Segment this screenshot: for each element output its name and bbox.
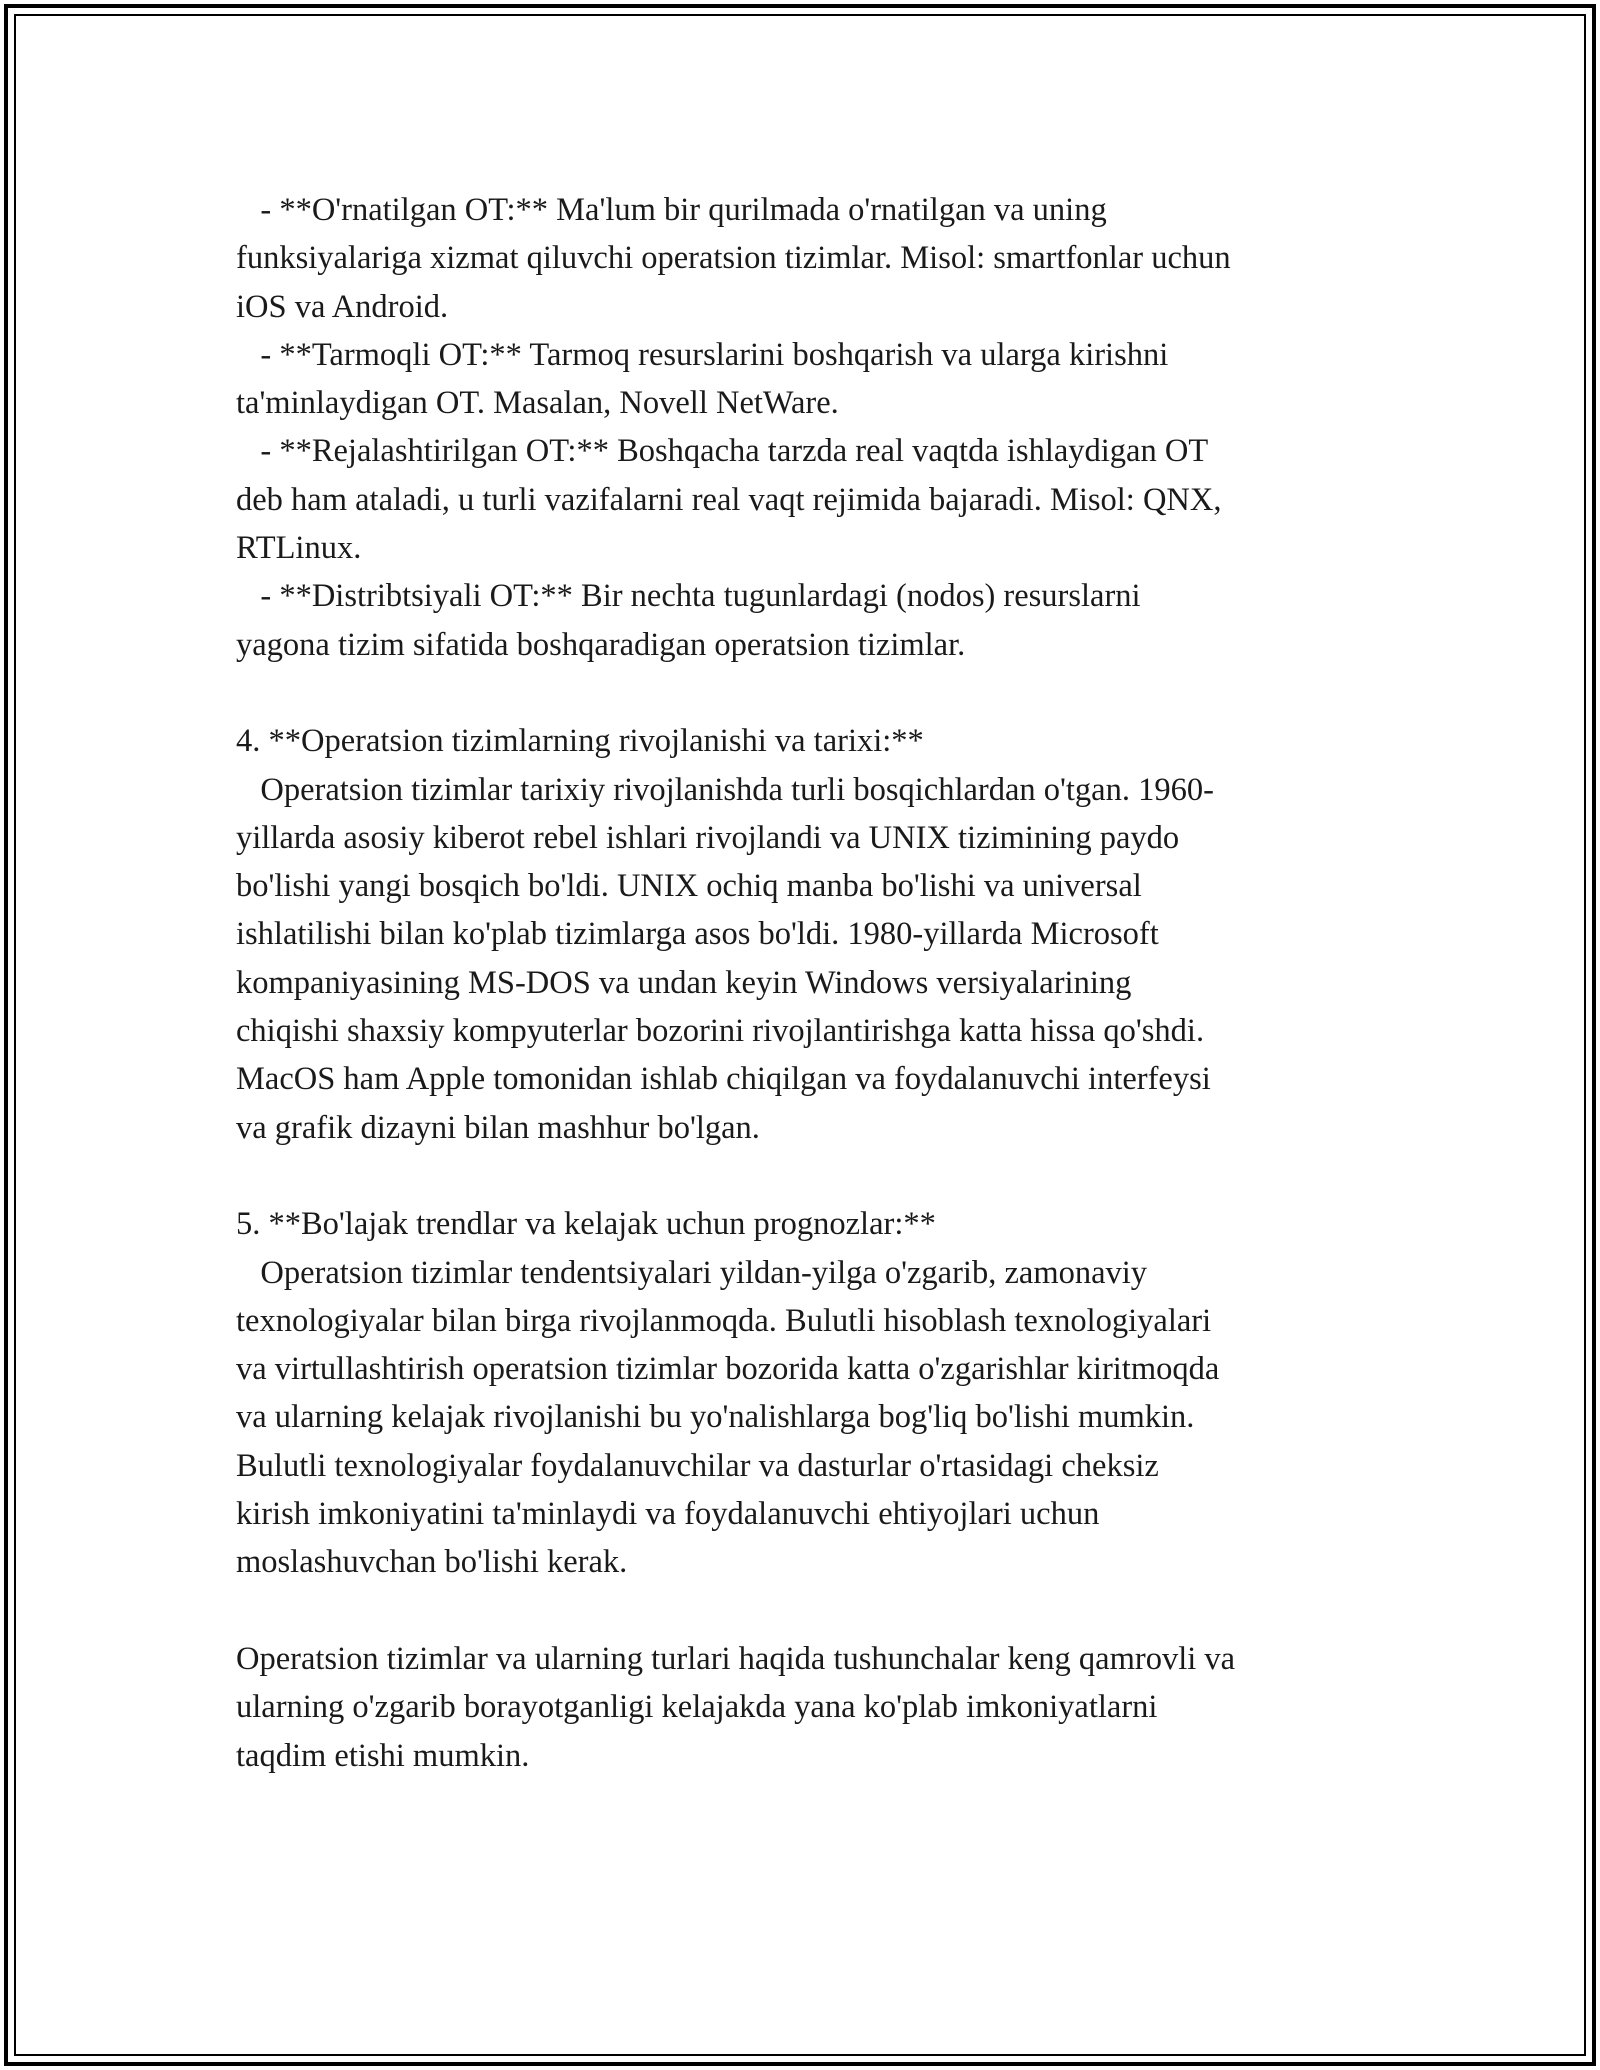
text-line: RTLinux.	[236, 530, 362, 567]
os-types-list	[236, 186, 1376, 669]
text-line: kompaniyasining MS-DOS va undan keyin Windows versiyalarining	[236, 964, 1132, 1001]
text-line: Operatsion tizimlar tendentsiyalari yildan-yilga o'zgarib, zamonaviy	[236, 1254, 1148, 1291]
text-line: MacOS ham Apple tomonidan ishlab chiqilgan va foydalanuvchi interfeysi	[236, 1061, 1211, 1098]
text-line: bo'lishi yangi bosqich bo'ldi. UNIX ochiq manba bo'lishi va universal	[236, 868, 1142, 905]
text-line: ishlatilishi bilan ko'plab tizimlarga asos bo'ldi. 1980-yillarda Microsoft	[236, 916, 1159, 953]
text-line: funksiyalariga xizmat qiluvchi operatsion tizimlar. Misol: smartfonlar uchun	[236, 240, 1231, 277]
text-line: kirish imkoniyatini ta'minlaydi va foydalanuvchi ehtiyojlari uchun	[236, 1496, 1100, 1533]
paragraph-gap	[236, 669, 1376, 717]
section-5-trends	[236, 1200, 1376, 1586]
conclusion-paragraph	[236, 1635, 1376, 1780]
text-line: - **Distribtsiyali OT:** Bir nechta tugunlardagi (nodos) resurslarni	[236, 578, 1141, 615]
section-heading: 4. **Operatsion tizimlarning rivojlanishi va tarixi:**	[236, 723, 924, 760]
text-line: yagona tizim sifatida boshqaradigan operatsion tizimlar.	[236, 626, 966, 663]
text-line: deb ham ataladi, u turli vazifalarni real vaqt rejimida bajaradi. Misol: QNX,	[236, 481, 1222, 518]
text-line: taqdim etishi mumkin.	[236, 1737, 530, 1774]
text-line: Bulutli texnologiyalar foydalanuvchilar va dasturlar o'rtasidagi cheksiz	[236, 1447, 1159, 1484]
text-line: va grafik dizayni bilan mashhur bo'lgan.	[236, 1109, 760, 1146]
text-line: va ularning kelajak rivojlanishi bu yo'nalishlarga bog'liq bo'lishi mumkin.	[236, 1399, 1195, 1436]
text-line: Operatsion tizimlar va ularning turlari haqida tushunchalar keng qamrovli va	[236, 1640, 1236, 1677]
text-line: ularning o'zgarib borayotganligi kelajakda yana ko'plab imkoniyatlarni	[236, 1689, 1158, 1726]
document-body	[236, 186, 1376, 1780]
text-line: iOS va Android.	[236, 288, 449, 325]
section-heading: 5. **Bo'lajak trendlar va kelajak uchun prognozlar:**	[236, 1206, 936, 1243]
paragraph-gap	[236, 1587, 1376, 1635]
text-line: - **O'rnatilgan OT:** Ma'lum bir qurilmada o'rnatilgan va uning	[236, 192, 1107, 228]
text-line: - **Tarmoqli OT:** Tarmoq resurslarini boshqarish va ularga kirishni	[236, 336, 1169, 373]
text-line: texnologiyalar bilan birga rivojlanmoqda. Bulutli hisoblash texnologiyalari	[236, 1302, 1212, 1339]
text-line: ta'minlaydigan OT. Masalan, Novell NetWare.	[236, 385, 839, 422]
text-line: chiqishi shaxsiy kompyuterlar bozorini rivojlantirishga katta hissa qo'shdi.	[236, 1013, 1205, 1050]
text-line: va virtullashtirish operatsion tizimlar bozorida katta o'zgarishlar kiritmoqda	[236, 1351, 1220, 1388]
paragraph-gap	[236, 1152, 1376, 1200]
text-line: Operatsion tizimlar tarixiy rivojlanishda turli bosqichlardan o'tgan. 1960-	[236, 771, 1214, 808]
text-line: yillarda asosiy kiberot rebel ishlari rivojlandi va UNIX tizimining paydo	[236, 819, 1180, 856]
text-line: moslashuvchan bo'lishi kerak.	[236, 1544, 628, 1581]
text-line: - **Rejalashtirilgan OT:** Boshqacha tarzda real vaqtda ishlaydigan OT	[236, 433, 1209, 470]
section-4-history	[236, 717, 1376, 1152]
